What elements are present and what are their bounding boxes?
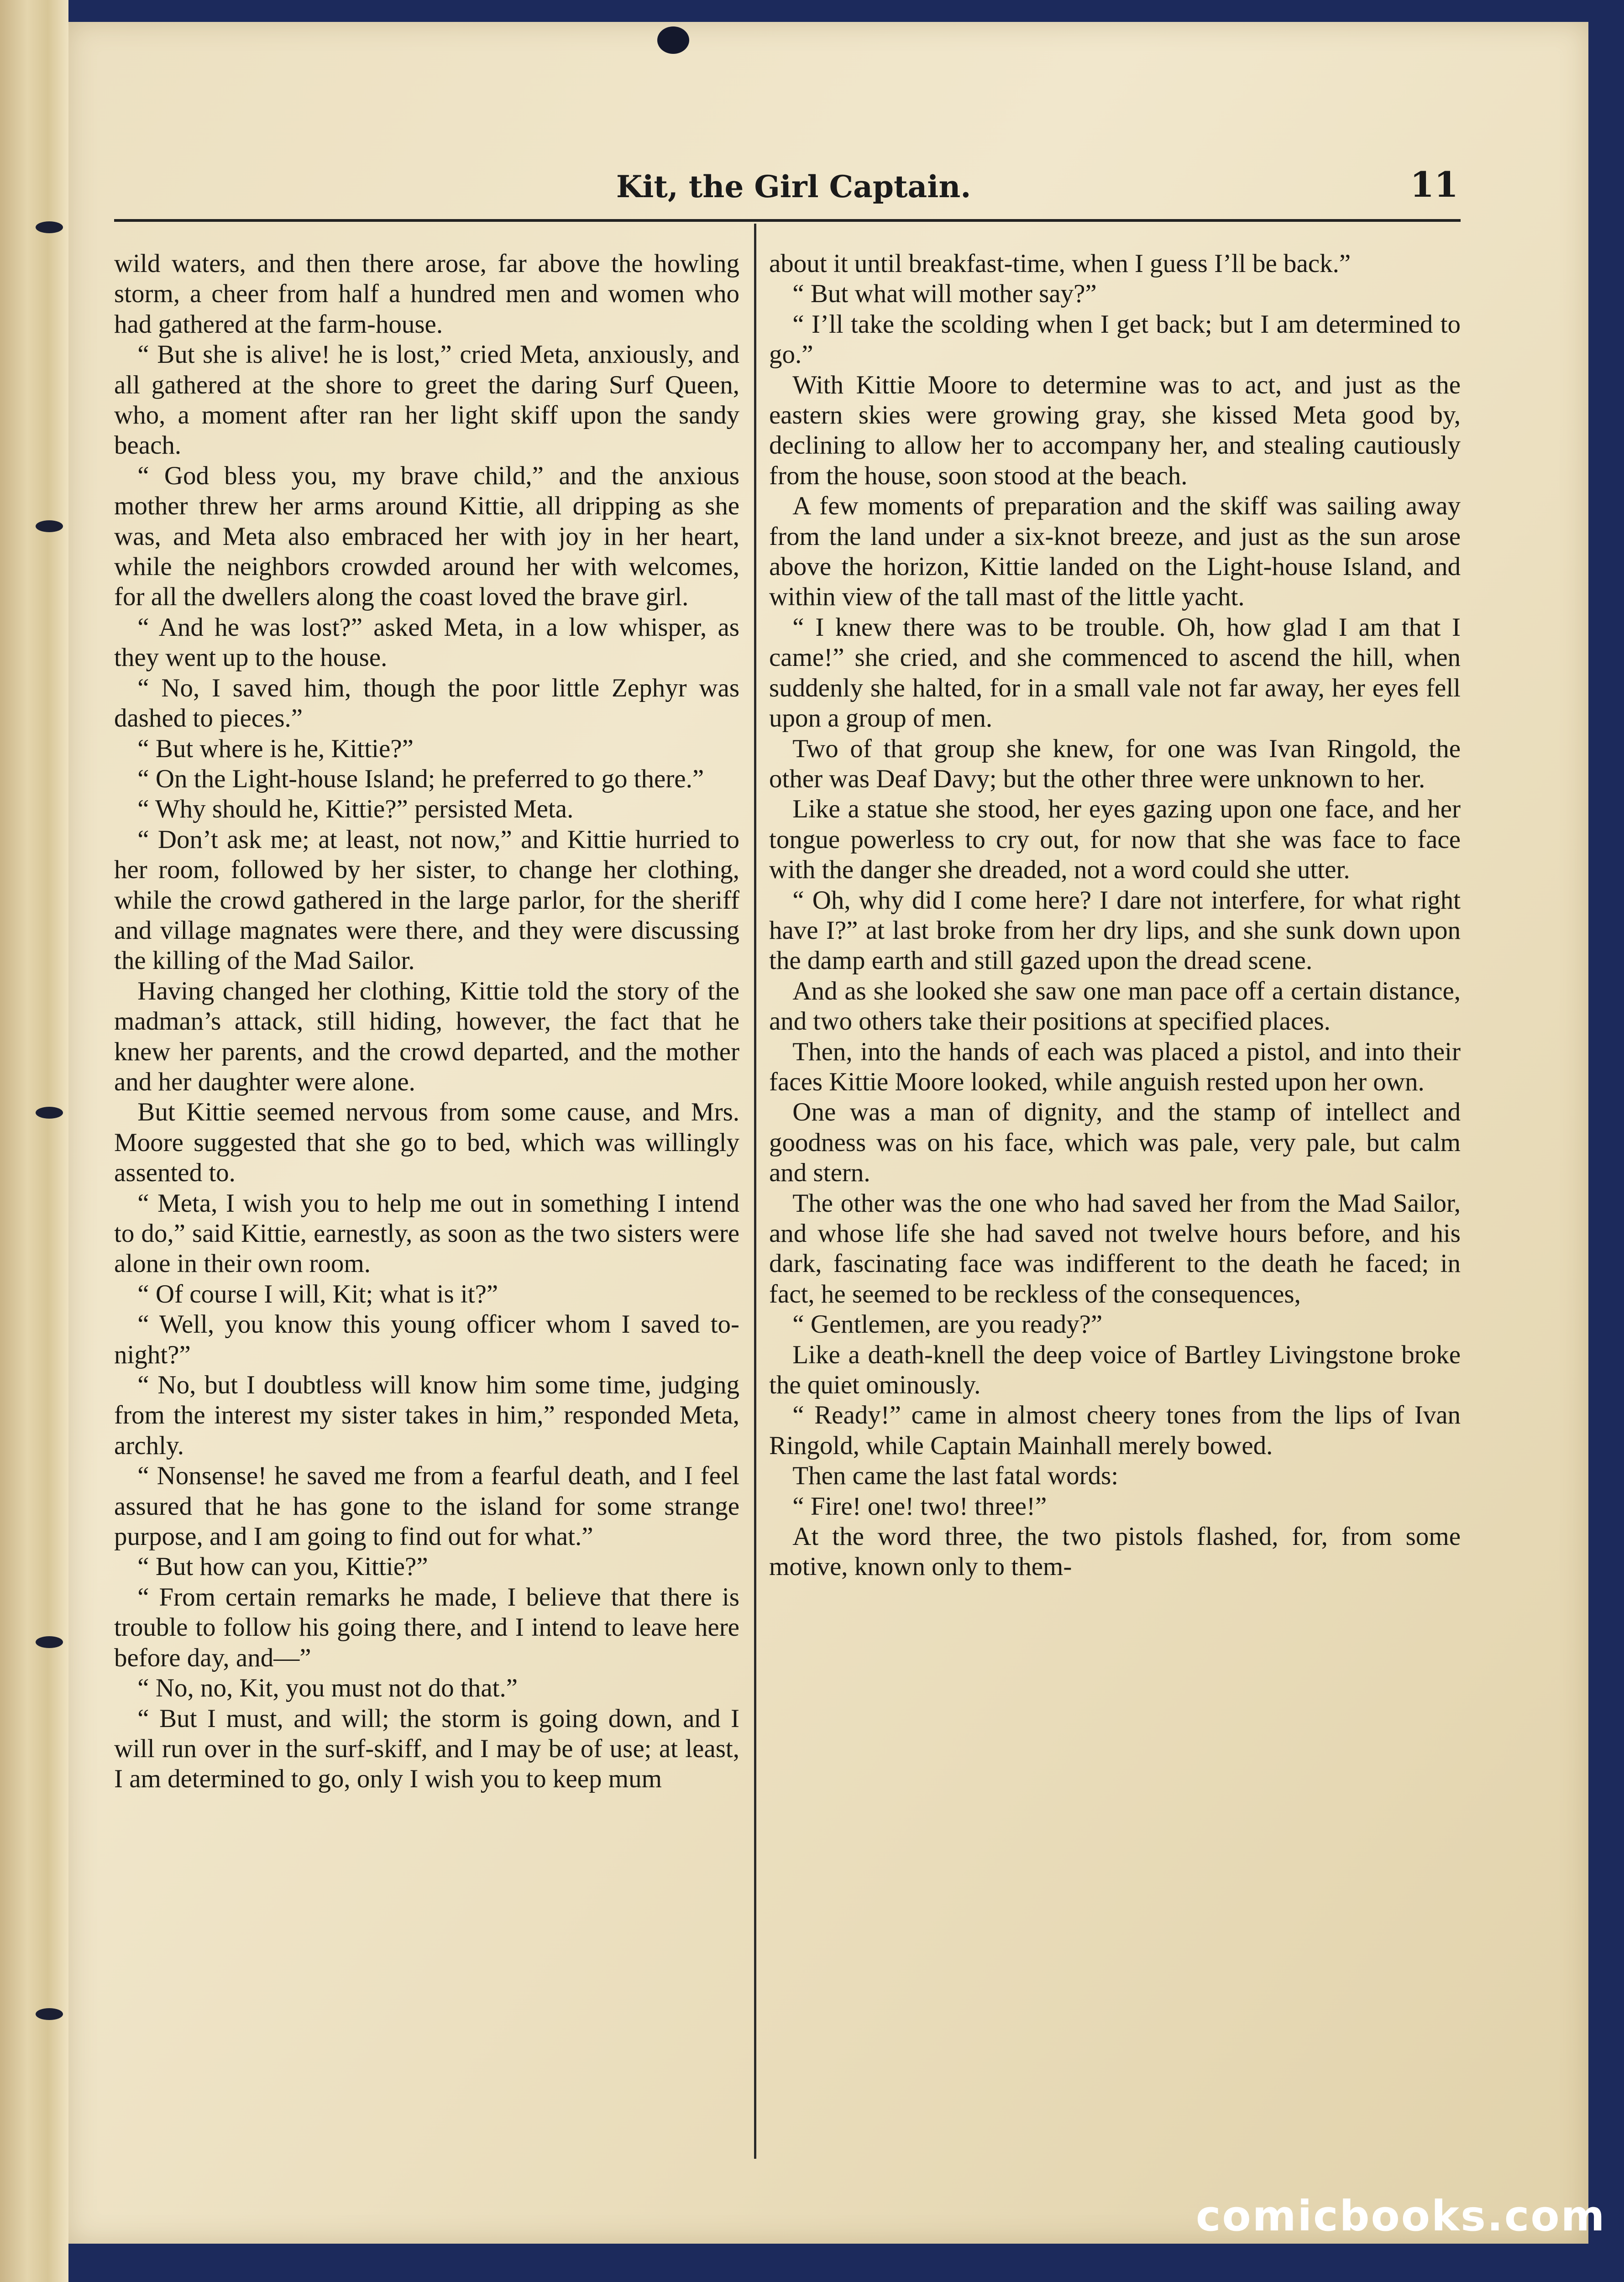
paragraph: “ But I must, and will; the storm is going down, and I will run over in the surf-skiff, and I may be of use; at least, I am determined to go, only I wish you to keep mum [114, 1704, 739, 1794]
paragraph: “ But she is alive! he is lost,” cried Meta, anxiously, and all gathered at the shore to greet the daring Surf Queen, who, a moment after ran her light skiff upon the sandy beach. [114, 340, 739, 460]
paragraph: But Kittie seemed nervous from some cause, and Mrs. Moore suggested that she go to bed, which was willingly assented to. [114, 1098, 739, 1188]
paragraph: Then came the last fatal words: [792, 1461, 1119, 1491]
paragraph: “ Gentlemen, are you ready?” [792, 1310, 1103, 1339]
paragraph: about it until breakfast-time, when I guess I’ll be back.” [769, 249, 1351, 278]
paragraph: A few moments of preparation and the skiff was sailing away from the land under a six-knot breeze, and just as the sun arose above the horizon, Kittie landed on the Light-house Island, and within view of the tall mast of the little yacht. [769, 492, 1461, 612]
paragraph: “ Fire! one! two! three!” [792, 1492, 1047, 1521]
paragraph: “ On the Light-house Island; he preferred to go there.” [137, 764, 704, 793]
paragraph: Then, into the hands of each was placed a pistol, and into their faces Kittie Moore looked, while anguish rested upon her own. [769, 1037, 1461, 1096]
paragraph: “ Nonsense! he saved me from a fearful death, and I feel assured that he has gone to the island for some strange purpose, and I am going to find out for what.” [114, 1461, 739, 1551]
binding-stitch [36, 1636, 63, 1648]
paragraph: wild waters, and then there arose, far above the howling storm, a cheer from half a hundred men and women who had gathered at the farm-house. [114, 249, 739, 339]
paragraph: “ Oh, why did I come here? I dare not interfere, for what right have I?” at last broke from her dry lips, and she sunk down upon the damp earth and still gazed upon the dread scene. [769, 885, 1461, 975]
paragraph: Like a death-knell the deep voice of Bartley Livingstone broke the quiet ominously. [769, 1340, 1461, 1400]
paragraph: “ Why should he, Kittie?” persisted Meta. [137, 795, 574, 824]
watermark: comicbooks.com [1196, 2192, 1606, 2240]
right-column [769, 249, 1461, 1582]
paragraph: “ From certain remarks he made, I believe that there is trouble to follow his going there, and I intend to leave here before day, and—” [114, 1582, 739, 1672]
binding-stitch [36, 520, 63, 532]
paragraph: “ I’ll take the scolding when I get back; but I am determined to go.” [769, 309, 1461, 369]
binding-stitch [36, 2008, 63, 2020]
paragraph: Having changed her clothing, Kittie told the story of the madman’s attack, still hiding, however, the fact that he knew her parents, and the crowd departed, and the mother and her daughter were alone. [114, 976, 739, 1096]
paragraph: With Kittie Moore to determine was to act, and just as the eastern skies were growing gray, she kissed Meta good by, declining to allow her to accompany her, and stealing cautiously from the house, soon stood at the beach. [769, 370, 1461, 490]
paragraph: “ I knew there was to be trouble. Oh, how glad I am that I came!” she cried, and she commenced to ascend the hill, when suddenly she halted, for in a small vale not far away, her eyes fell upon a group of men. [769, 612, 1461, 733]
page-number: 11 [1410, 164, 1458, 205]
paragraph: “ But what will mother say?” [792, 279, 1097, 309]
paragraph: “ But how can you, Kittie?” [137, 1552, 428, 1581]
paragraph: “ Ready!” came in almost cheery tones from the lips of Ivan Ringold, while Captain Mainhall merely bowed. [769, 1401, 1461, 1460]
column-divider [754, 224, 756, 2159]
paragraph: “ Well, you know this young officer whom I saved to-night?” [114, 1310, 739, 1369]
binding-stitch [36, 221, 63, 233]
running-title: Kit, the Girl Captain. [616, 169, 971, 204]
paragraph: “ Of course I will, Kit; what is it?” [137, 1279, 498, 1308]
binding-stitch [36, 1107, 63, 1119]
paragraph: “ No, no, Kit, you must not do that.” [137, 1674, 518, 1703]
paragraph: “ No, but I doubtless will know him some time, judging from the interest my sister takes in him,” responded Meta, archly. [114, 1371, 739, 1460]
punch-hole [657, 26, 689, 54]
paragraph: And as she looked she saw one man pace off a certain distance, and two others take their positions at specified places. [769, 976, 1461, 1036]
paragraph: One was a man of dignity, and the stamp of intellect and goodness was on his face, which was pale, very pale, but calm and stern. [769, 1098, 1461, 1188]
paragraph: “ But where is he, Kittie?” [137, 734, 414, 763]
paragraph: “ And he was lost?” asked Meta, in a low whisper, as they went up to the house. [114, 612, 739, 672]
paragraph: Like a statue she stood, her eyes gazing upon one face, and her tongue powerless to cry out, for now that she was face to face with the danger she dreaded, not a word could she utter. [769, 795, 1461, 885]
paragraph: “ God bless you, my brave child,” and the anxious mother threw her arms around Kittie, all dripping as she was, and Meta also embraced her with joy in her heart, while the neighbors crowded around her with welcomes, for all the dwellers along the coast loved the brave girl. [114, 461, 739, 612]
paragraph: “ No, I saved him, though the poor little Zephyr was dashed to pieces.” [114, 673, 739, 733]
paragraph: Two of that group she knew, for one was Ivan Ringold, the other was Deaf Davy; but the other three were unknown to her. [769, 734, 1461, 793]
paragraph: “ Meta, I wish you to help me out in something I intend to do,” said Kittie, earnestly, as soon as the two sisters were alone in their own room. [114, 1188, 739, 1278]
page-header [114, 151, 1461, 222]
paragraph: “ Don’t ask me; at least, not now,” and Kittie hurried to her room, followed by her sister, to change her clothing, while the crowd gathered in the large parlor, for the sheriff and village magnates were there, and they were discussing the killing of the Mad Sailor. [114, 825, 739, 975]
paragraph: At the word three, the two pistols flashed, for, from some motive, known only to them- [769, 1522, 1461, 1581]
book-spine [0, 0, 68, 2282]
paragraph: The other was the one who had saved her from the Mad Sailor, and whose life she had saved not twelve hours before, and his dark, fascinating face was indifferent to the death he faced; in fact, he seemed to be reckless of the consequences, [769, 1188, 1461, 1308]
left-column [114, 249, 739, 1795]
